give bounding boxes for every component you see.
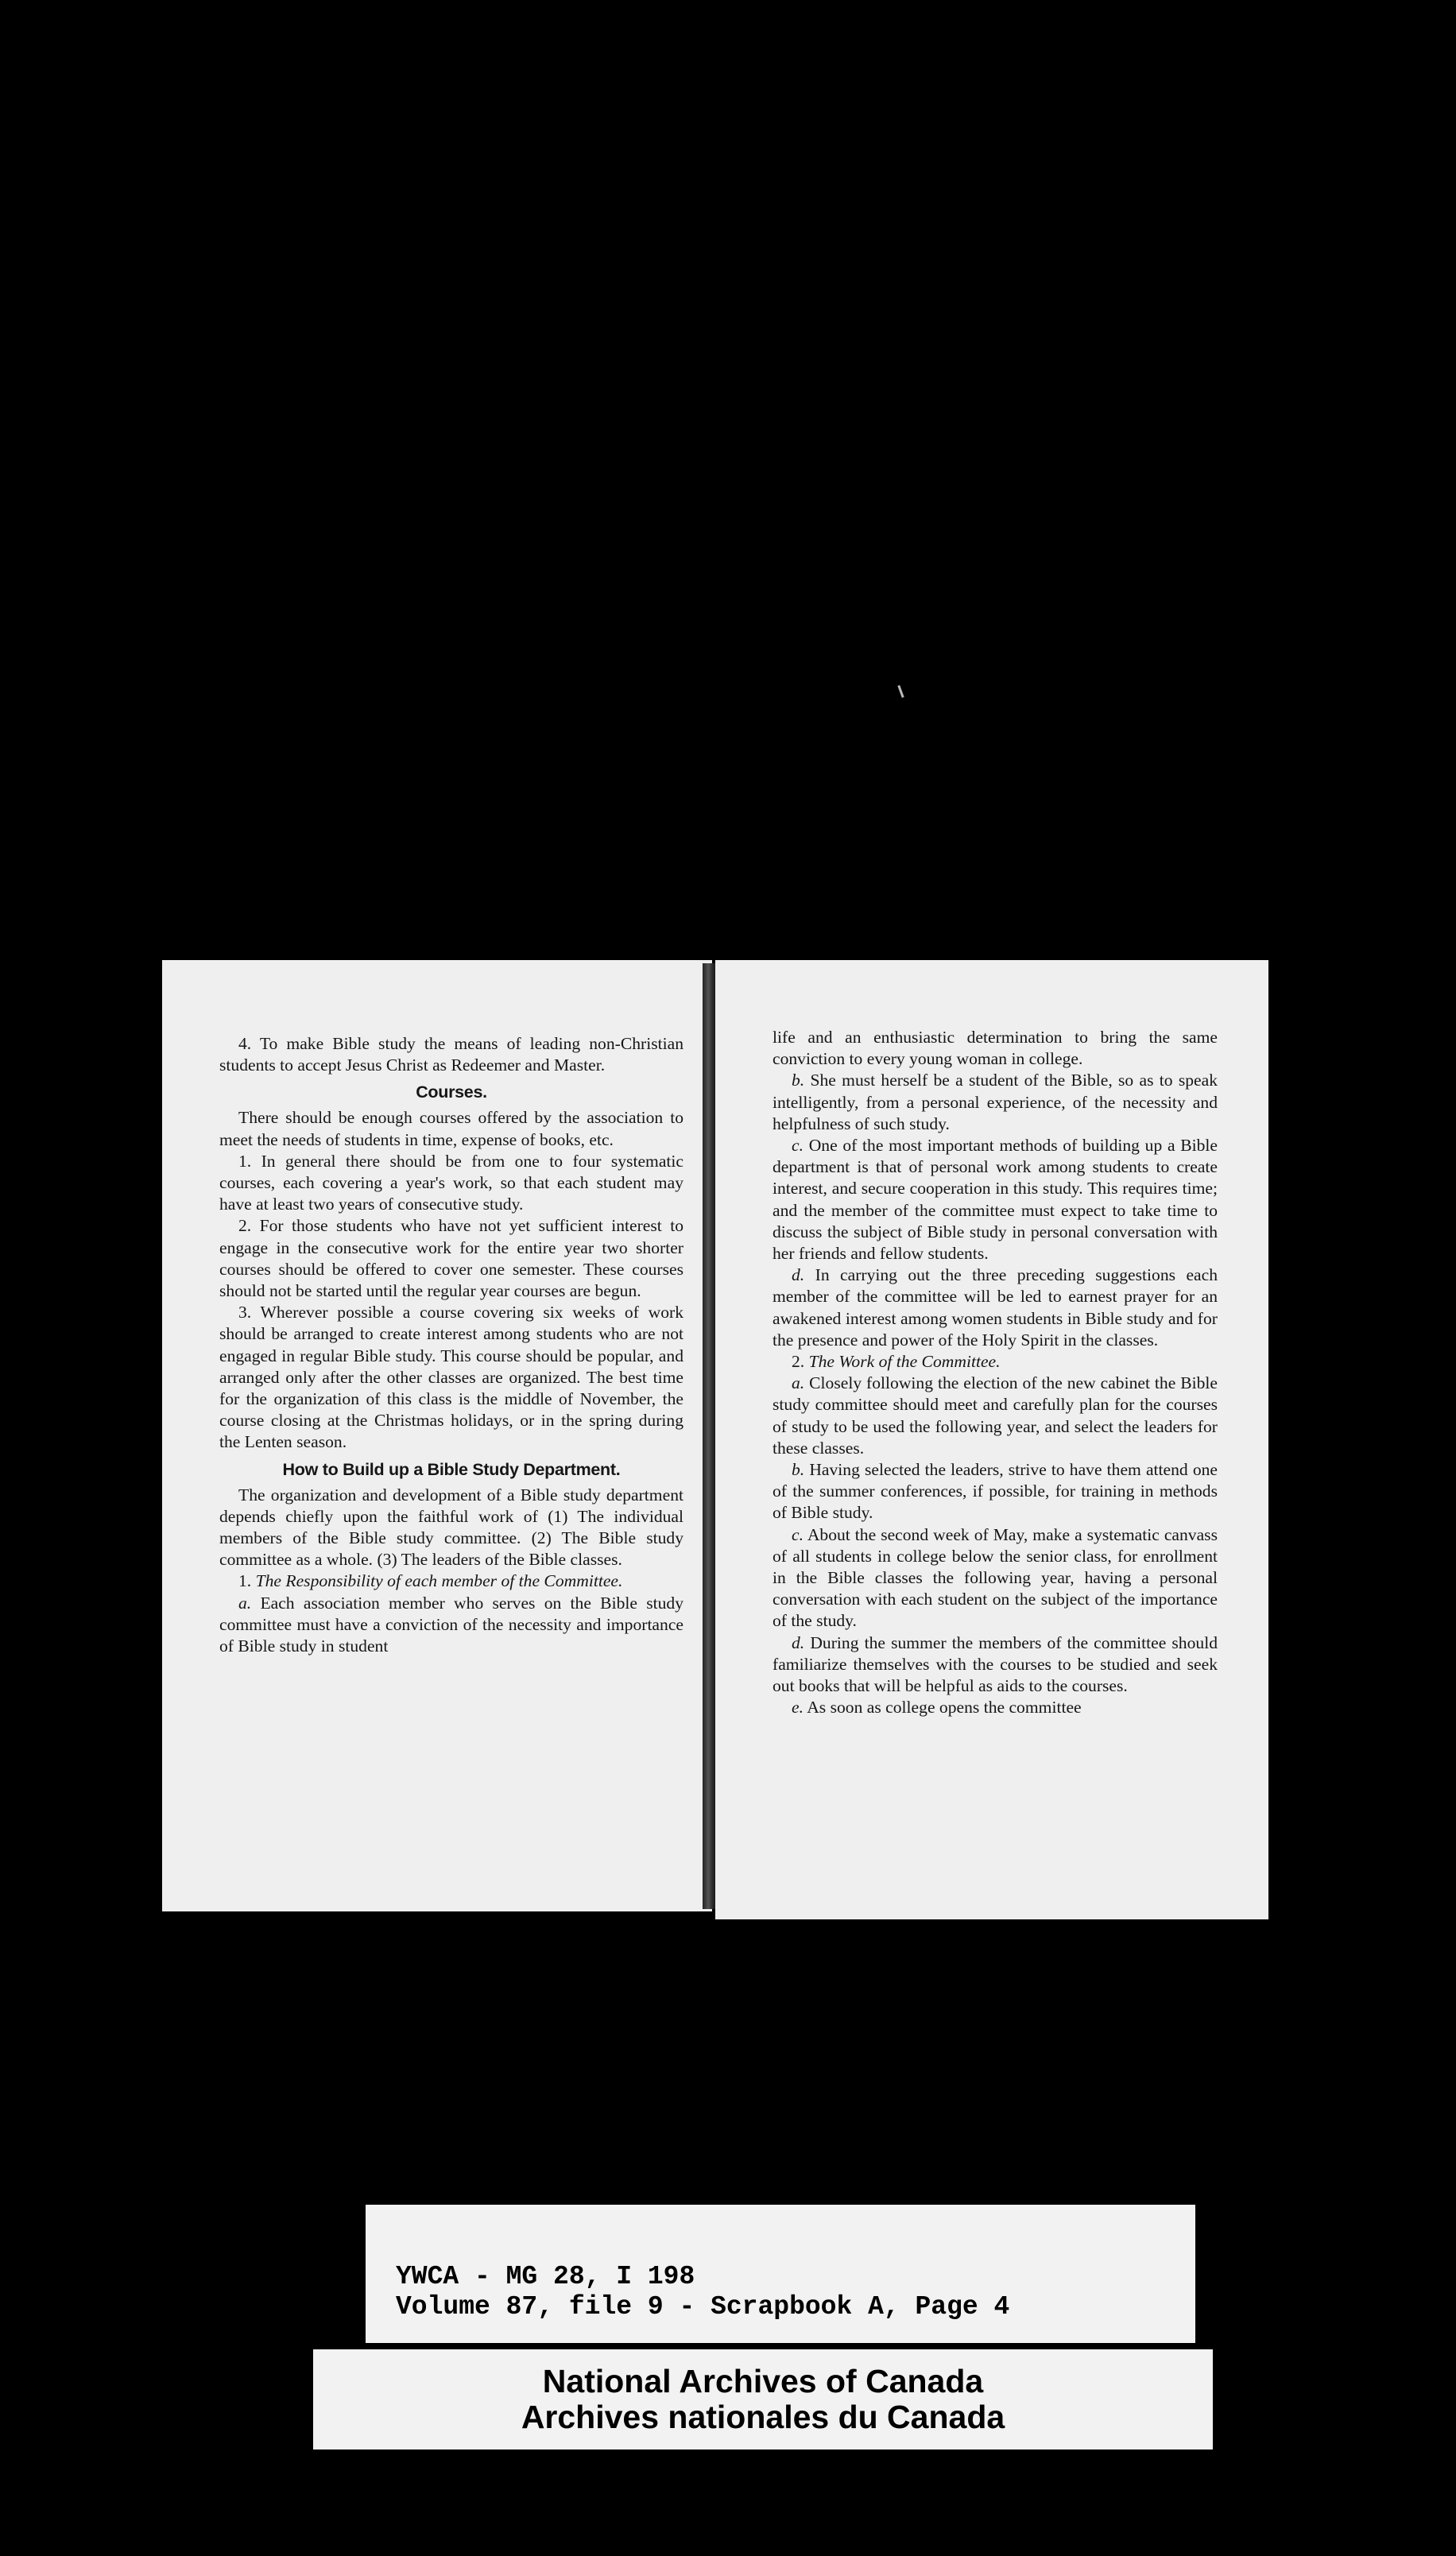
right-page [715, 960, 1268, 1919]
item-text: In carrying out the three preceding suggestions each member of the committee will be led to earnest prayer for an awakened interest among women students in Bible study and for the presence and power of the Holy Spirit in the classes. [773, 1265, 1218, 1350]
left-page [162, 960, 712, 1911]
right-paragraph-c [773, 1135, 1218, 1264]
work-number: 2. [792, 1352, 805, 1372]
item-text: During the summer the members of the committee should familiarize themselves with the courses to be studied and seek out books that will be helpful as aids to the courses. [773, 1632, 1218, 1696]
heading-build-department: How to Build up a Bible Study Department. [282, 1459, 621, 1479]
item-letter: b. [792, 1071, 805, 1090]
left-paragraph-2: 2. For those students who have not yet sufficient interest to engage in the consecutive work for the entire year two shorter courses should be offered to cover one semester. These courses should not be started until the regular year courses are begun. [219, 1216, 683, 1301]
right-paragraph-b [773, 1070, 1218, 1135]
right-paragraph-d [773, 1264, 1218, 1351]
right-paragraph-work-c [773, 1524, 1218, 1632]
left-paragraph-build: The organization and development of a Bible study department depends chiefly upon the faithful work of (1) The individual members of the Bible study committee. (2) The Bible study committee as a whole. (3) The leaders of the Bible classes. [219, 1485, 683, 1570]
right-paragraph-work [773, 1351, 1218, 1373]
responsibility-heading: The Responsibility of each member of the Committee. [255, 1571, 623, 1591]
item-text: Having selected the leaders, strive to have them attend one of the summer conferences, if possible, for training in methods of Bible study. [773, 1460, 1218, 1523]
item-letter: c. [792, 1524, 804, 1544]
right-paragraph-work-e [773, 1697, 1218, 1718]
left-paragraph-3: 3. Wherever possible a course covering six weeks of work should be arranged to create interest among students who are not engaged in regular Bible study. This course should be popular, and arranged only after the other classes are organized. The best time for the organization of this class is the middle of November, the course closing at the Christmas holidays, or in the spring during the Lenten season. [219, 1303, 683, 1452]
reference-line-2: Volume 87, file 9 - Scrapbook A, Page 4 [396, 2292, 1010, 2322]
item-letter: a. [792, 1373, 805, 1393]
left-paragraph-1: 1. In general there should be from one to four systematic courses, each covering a year's work, so that each student may have at least two years of consecutive study. [219, 1151, 683, 1214]
item-letter: c. [792, 1136, 804, 1156]
archive-line-french: Archives nationales du Canada [521, 2399, 1005, 2435]
item-text: As soon as college opens the committee [807, 1698, 1082, 1718]
item-text: About the second week of May, make a systematic canvass of all students in college below the senior class, for enrollment in the Bible classes the following year, having a personal conversation with each student on the subject of the importance of the study. [773, 1524, 1218, 1631]
archive-label [313, 2349, 1213, 2450]
right-paragraph-work-d [773, 1632, 1218, 1698]
heading-courses: Courses. [416, 1082, 487, 1102]
film-scratch-mark [897, 685, 904, 698]
left-paragraph-responsibility [219, 1570, 683, 1592]
item-letter: b. [792, 1460, 805, 1480]
left-paragraph-courses: There should be enough courses offered by the association to meet the needs of students in time, expense of books, etc. [219, 1108, 683, 1149]
work-heading: The Work of the Committee. [808, 1352, 1001, 1372]
reference-line-1: YWCA - MG 28, I 198 [396, 2262, 695, 2291]
right-paragraph-work-b [773, 1459, 1218, 1524]
archive-line-english: National Archives of Canada [542, 2363, 984, 2399]
item-letter: e. [792, 1698, 804, 1718]
item-text: One of the most important methods of building up a Bible department is that of personal work among students to create interest, and secure cooperation in this study. This requires time; and the member of the committee must expect to take time to discuss the subject of Bible study in personal conversation with her friends and fellow students. [773, 1136, 1218, 1264]
item-letter: d. [792, 1265, 805, 1285]
left-paragraph-intro: 4. To make Bible study the means of leading non-Christian students to accept Jesus Christ as Redeemer and Master. [219, 1034, 683, 1075]
item-text: Each association member who serves on the Bible study committee must have a conviction of the necessity and importance of Bible study in student [219, 1593, 683, 1656]
item-text: She must herself be a student of the Bible, so as to speak intelligently, from a personal experience, of the necessity and helpfulness of such study. [773, 1071, 1218, 1133]
item-text: Closely following the election of the new cabinet the Bible study committee should meet and carefully plan for the courses of study to be used the following year, and select the leaders for these classes. [773, 1373, 1218, 1458]
right-paragraph-continued: life and an enthusiastic determination to bring the same conviction to every young woman in college. [773, 1028, 1218, 1069]
left-paragraph-a [219, 1593, 683, 1658]
reference-label [366, 2205, 1195, 2343]
item-letter: a. [238, 1593, 252, 1613]
item-letter: d. [792, 1632, 805, 1652]
right-paragraph-work-a [773, 1373, 1218, 1459]
responsibility-number: 1. [238, 1571, 252, 1591]
